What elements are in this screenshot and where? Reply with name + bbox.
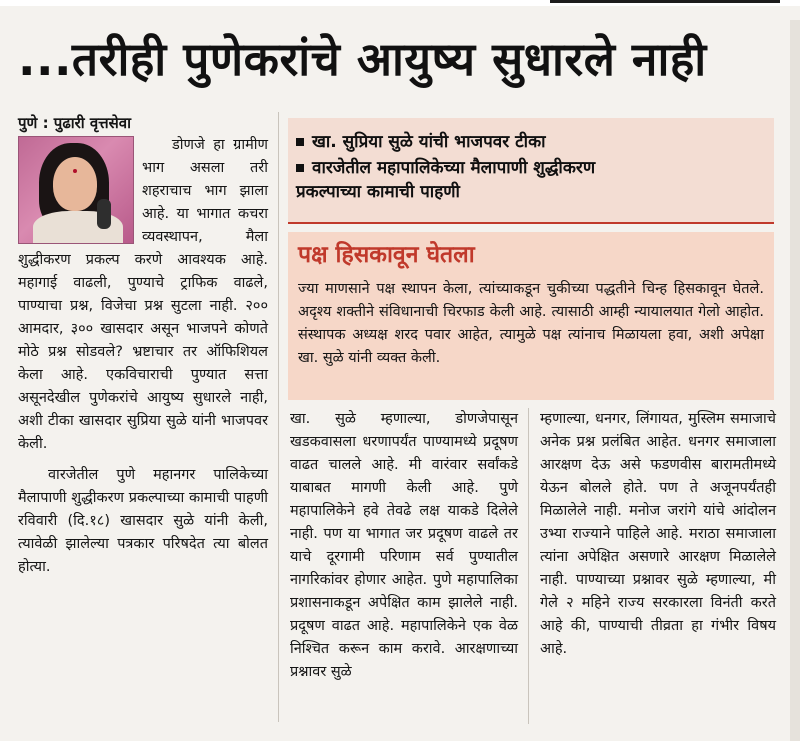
highlight-item-2: [296, 156, 595, 180]
highlight-item-1: [296, 130, 546, 154]
top-edge: [0, 0, 800, 6]
highlights-rule: [288, 222, 774, 224]
microphone-icon: [97, 199, 111, 229]
article-paragraph-2: वारजेतील पुणे महानगर पालिकेच्या मैलापाणी शुद्धीकरण प्रकल्पाच्या कामाची पाहणी रविवारी (दि.१८) खासदार सुळे यांनी केली, त्यावेळी झालेल्या पत्रकार परिषदेत त्या बोलत होत्या.: [18, 467, 268, 575]
page-edge: [790, 20, 800, 741]
bullet-icon: [296, 138, 304, 146]
highlights-box: [288, 118, 774, 222]
highlight-text-1: खा. सुप्रिया सुळे यांची भाजपवर टीका: [312, 132, 546, 152]
photo-bindi: [73, 169, 77, 173]
headline: ...तरीही पुणेकरांचे आयुष्य सुधारले नाही: [18, 32, 707, 86]
subsection-heading: पक्ष हिसकावून घेतला: [298, 242, 475, 268]
article-paragraph-1: डोणजे हा ग्रामीण भाग असला तरी शहराचाच भाग झाला आहे. या भागात कचरा व्यवस्थापन, मैला शुद्धीकरण प्रकल्प करणे आवश्यक आहे. महागाई वाढली, पुण्याचे ट्राफिक वाढले, पाण्याचा प्रश्न, विजेचा प्रश्न सुटला नाही. २०० आमदार, ३०० खासदार असून भाजपने कोणते मोठे प्रश्न सोडवले? भ्रष्टाचार तर ऑफिशियल केला आहे. एकविचाराची पुण्यात सत्ता असूनदेखील पुणेकरांचे आयुष्य सुधारले नाही, अशी टीका खासदार सुप्रिया सुळे यांनी भाजपवर केली.: [18, 137, 268, 452]
article-column-1: [18, 112, 268, 732]
byline: पुणे : पुढारी वृत्तसेवा: [18, 114, 131, 132]
bullet-icon: [296, 164, 304, 172]
column-divider: [278, 112, 279, 722]
article-column-2: खा. सुळे म्हणाल्या, डोणजेपासून खडकवासला धरणापर्यंत पाण्यामध्ये प्रदूषण वाढत चालले आहे. मी वारंवार सर्वांकडे याबाबत मागणी केली आहे. पुणे महापालिकेने हवे तेवढे लक्ष याकडे दिलेले नाही. पण या भागात जर प्रदूषण वाढले तर याचे दूरगामी परिणाम सर्व पुण्यातील नागरिकांवर होणार आहेत. पुणे महापालिका प्रशासनाकडून अपेक्षित काम झालेले नाही. प्रदूषण वाढत आहे. महापालिकेने एक वेळ निश्चित करून काम करावे. आरक्षणाच्या प्रश्नावर सुळे: [290, 411, 518, 680]
subsection-box: [288, 232, 774, 400]
column-divider-2: [528, 408, 529, 724]
subsection-body: ज्या माणसाने पक्ष स्थापन केला, त्यांच्याकडून चुकीच्या पद्धतीने चिन्ह हिसकावून घेतले. अदृश्य शक्तीने संविधानाची चिरफाड केली आहे. त्यासाठी आम्ही न्यायालयात गेलो आहोत. संस्थापक अध्यक्ष शरद पवार आहेत, त्यामुळे पक्ष त्यांनाच मिळायला हवा, अशी अपेक्षा खा. सुळे यांनी व्यक्त केली.: [298, 281, 764, 366]
article-column-3: म्हणाल्या, धनगर, लिंगायत, मुस्लिम समाजाचे अनेक प्रश्न प्रलंबित आहेत. धनगर समाजाला आरक्षण देऊ असे फडणवीस बारामतीमध्ये येऊन बोलले होते. पण ते अजूनपर्यंतही मिळालेले नाही. मनोज जरांगे यांचे आंदोलन उभ्या राज्याने पाहिले आहे. मराठा समाजाला त्यांना अपेक्षित असणारे आरक्षण मिळालेले नाही. पाण्याच्या प्रश्नावर सुळे म्हणाल्या, मी गेले २ महिने राज्य सरकारला विनंती करते आहे की, पाण्याची तीव्रता हा गंभीर विषय आहे.: [540, 411, 776, 657]
highlight-text-2: वारजेतील महापालिकेच्या मैलापाणी शुद्धीकरण: [312, 158, 596, 178]
highlight-item-2-cont: प्रकल्पाच्या कामाची पाहणी: [296, 182, 460, 202]
portrait-photo: [18, 136, 134, 244]
top-ink-bar: [550, 0, 780, 3]
photo-face: [53, 157, 97, 211]
